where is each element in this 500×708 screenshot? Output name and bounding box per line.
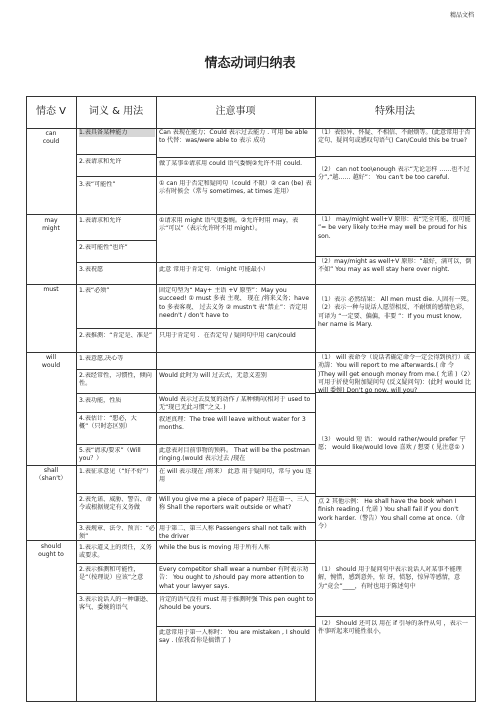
row-divider: [76, 328, 156, 329]
row-divider: [76, 444, 156, 445]
usage-will-function: 3.表功能，性质: [79, 397, 122, 404]
note-must-obligation: 固定句型为“ May+ 主语 +V 原型”：May you succeed! ① must 多表 主观、 现在 /将来义务；have to 多表客观、 过去义务 ② mustn't 表“禁止”：否定用 needn't / don't have to: [159, 287, 310, 319]
usage-shall-rules: 3.表规章、法令、预言：“必须”: [79, 525, 155, 541]
note-can-possibility: ① can 用于否定和疑问句（could 不限）② can (be) 表示有时候会（常与 sometimes, at times 连用）: [159, 180, 312, 196]
usage-should-politeness: 3.表示说话人的一种谦逊、客气、委婉的语气: [79, 596, 152, 612]
note-will-intention: Would 此时为 will 过去式，无意义差别: [159, 372, 267, 379]
row-divider: [76, 412, 156, 413]
column-divider: [156, 96, 157, 702]
note-may-wish: 此意 常用于肯定句．（might 可能最小）: [159, 266, 269, 273]
row-divider: [76, 563, 156, 564]
table-border-left: [26, 96, 27, 702]
special-would-phrases: （3） would 短 语： would rather/would prefer 宁愿； would like/would love 喜欢 / 想要 ( 见注意① ): [318, 436, 466, 452]
table-border-top: [26, 96, 476, 97]
usage-may-permission: 1.表请求和允许: [79, 217, 122, 224]
special-must: （1）表示 必然结果： All men must die. 人固有一死。（2）表示一种与说话人愿望相反、不耐烦的感情色彩， 可译为 “一定要、偏偏，非要 ”：If you must know, her name is Mary.: [318, 296, 473, 328]
row-divider: [76, 240, 156, 241]
row-divider: [156, 626, 315, 627]
verb-group-will: will would: [41, 354, 61, 370]
note-may-permission: ①请求用 might 语气更委婉。②允许时用 may，表示“可以”（表示允许时不用 might）。: [159, 217, 299, 233]
usage-will-intention: 1.表意愿,决心等: [79, 355, 124, 362]
note-will-prediction: 此意表对目前事物的预料。 That will be the postman ringing.(would 表示过去 /现在: [159, 447, 310, 463]
note-should-inference: 肯定的语气没有 must 用于推测时强 This pen ought to /should be yours.: [159, 596, 313, 612]
special-may-as-well: （2）may/might as well+V 原形：“最好，满可以，倒不如” You may as well stay here over night.: [318, 258, 472, 274]
row-divider: [156, 593, 315, 594]
row-divider: [76, 393, 156, 394]
row-divider: [156, 393, 315, 394]
usage-must-inference: 2.表推测：“肯定是、准是”: [79, 332, 153, 339]
row-divider: [76, 176, 156, 177]
group-divider: [26, 284, 476, 285]
note-should-advice: Every competitor shall wear a number 有时表示劝告： You ought to /should pay more attention to what your lawyer says.: [159, 566, 309, 590]
usage-can-permission: 2.表请求和允许: [79, 158, 122, 165]
usage-should-inference: 2.表示推测和可能性，是“（按理说）应该”之意: [79, 566, 144, 582]
usage-shall-promise: 2.表允诺、威胁、警告、命令或根据规定有义务做: [79, 496, 152, 512]
row-divider: [156, 328, 315, 329]
column-divider: [76, 96, 77, 702]
verb-group-should: should ought to: [38, 543, 64, 559]
row-divider: [76, 369, 156, 370]
group-divider: [26, 465, 476, 466]
row-divider: [315, 616, 475, 617]
usage-will-habit: 2.表经常性，习惯性，倾向性。: [79, 372, 152, 388]
note-will-truth: 叙述真理：The tree will leave without water for 3 months.: [159, 416, 306, 432]
usage-should-duty: 1.表示道义上的责任，义务或要求。: [79, 544, 152, 560]
note-should-politeness: 此意常用于第一人称时： You are mistaken , I should say . (依我看你是搞错了 ): [159, 629, 310, 645]
usage-can-ability: 1.表具备某种能力: [79, 129, 155, 137]
verb-group-must: must: [43, 286, 59, 293]
verb-group-can: can could: [42, 130, 60, 146]
table-border-bottom: [26, 701, 476, 702]
usage-will-estimate: 4.表估计：“想必，大概”（只时态区别）: [79, 415, 137, 431]
special-shall-examples: 点 2 其他示例： He shall have the book when I finish reading.( 允诺 ) You shall fail if you don't work harder.（警告）You shall come at once.（命令）: [318, 498, 465, 530]
header-notes: 注意事项: [215, 106, 256, 117]
usage-shall-suggestion: 1.表征求意见（“好不好”）: [79, 468, 153, 475]
row-divider: [156, 157, 315, 158]
usage-must-obligation: 1.表“必须”: [79, 287, 110, 294]
row-divider: [156, 262, 315, 263]
special-will-command: （1） will 表命令（说话者确定命令一定会得到执行）或劝諱：You will report to me afterwards.( 命 令 )They will get enough money from me.( 允诺 )（2）可用于折使句附加疑问句 (反义疑问句)：(此时 would 比 will 委婉) Don't go now, will you?: [318, 354, 471, 395]
special-should-emotion: （1） should 用于疑问句中表示说话人对某事不能理解，惋惜，感到意外，惊 讶，愤怒，惊异等感情，意为“竟会”____，有时也用于陈述句中: [318, 566, 462, 590]
note-can-ability: Can 表现在能力；Could 表示过去能力 . 可用 be able to 代替：was/were able to 表示 成功: [159, 129, 308, 145]
group-divider: [26, 352, 476, 353]
special-may-well: （1） may/might well+V 原形：表“完全可能，很可能 ”= be very likely to:He may well be proud for his son.: [318, 216, 471, 240]
row-divider: [315, 256, 475, 257]
row-divider: [76, 262, 156, 263]
usage-will-request: 5.表“请求/要求”（Will you？）: [79, 447, 141, 463]
verb-group-may: may might: [42, 217, 60, 233]
note-will-habit: Would 表示过去反复的动作 / 某种倾向(相对于 used to 无“现已无此习惯”之义．): [159, 396, 311, 412]
special-can-too: （2） can not too\enough 表示“无论怎样 ……也不过分”,“越…… 越好”： You can't be too careful.: [318, 166, 470, 182]
usage-may-possibility: 2.表可能性“也许”: [79, 244, 128, 251]
row-divider: [76, 522, 156, 523]
table-border-right: [475, 96, 476, 702]
verb-group-shall: shall （shan't）: [35, 467, 67, 483]
header-special: 特殊用法: [375, 106, 415, 117]
group-divider: [26, 214, 476, 215]
row-divider: [76, 154, 156, 155]
row-divider: [76, 593, 156, 594]
row-divider: [315, 156, 475, 157]
note-shall-promise: Will you give me a piece of paper? 用在第一、三人称 Shall the reporters wait outside or what?: [159, 496, 309, 512]
summary-table: [26, 96, 476, 702]
corner-label: 精品文档: [449, 12, 474, 19]
usage-may-wish: 3.表祝愿: [79, 266, 104, 273]
page-title: 情态动词归纳表: [204, 56, 296, 71]
row-divider: [315, 496, 475, 497]
row-divider: [156, 176, 315, 177]
note-shall-rules: 用于第二、第三人称 Passengers shall not talk with the driver: [159, 525, 307, 541]
row-divider: [156, 563, 315, 564]
row-divider: [156, 493, 315, 494]
row-divider: [76, 493, 156, 494]
column-divider: [315, 96, 316, 702]
note-must-inference: 只用于肯定句 ．在否定句 / 疑问句中用 can/could: [159, 332, 296, 339]
note-should-duty: while the bus is moving 用于所有人称: [159, 544, 270, 551]
header-usage: 词义 & 用法: [88, 106, 144, 117]
header-verb: 情态 V: [35, 106, 67, 117]
row-divider: [156, 369, 315, 370]
row-divider: [156, 444, 315, 445]
row-divider: [156, 522, 315, 523]
special-can-doubt: （1）表惊异、怀疑、不相信、不耐烦等。(此意常用于否定句、疑问句或感叹句语气) Can/Could this be true?: [318, 129, 471, 145]
note-can-permission: 做了某事①请求用 could 语气委婉②允许不用 could.: [159, 160, 303, 167]
usage-can-possibility: 3.表“可能性”: [79, 181, 116, 188]
special-should-condition: （2） Should 还可以 用在 if 引导的条件从句 ，表示一件事听起来可能性很小，: [318, 620, 468, 636]
note-shall-suggestion: 在 will 表示现在 /将来） 此意 用于疑问句，常与 you 连用: [159, 468, 312, 484]
